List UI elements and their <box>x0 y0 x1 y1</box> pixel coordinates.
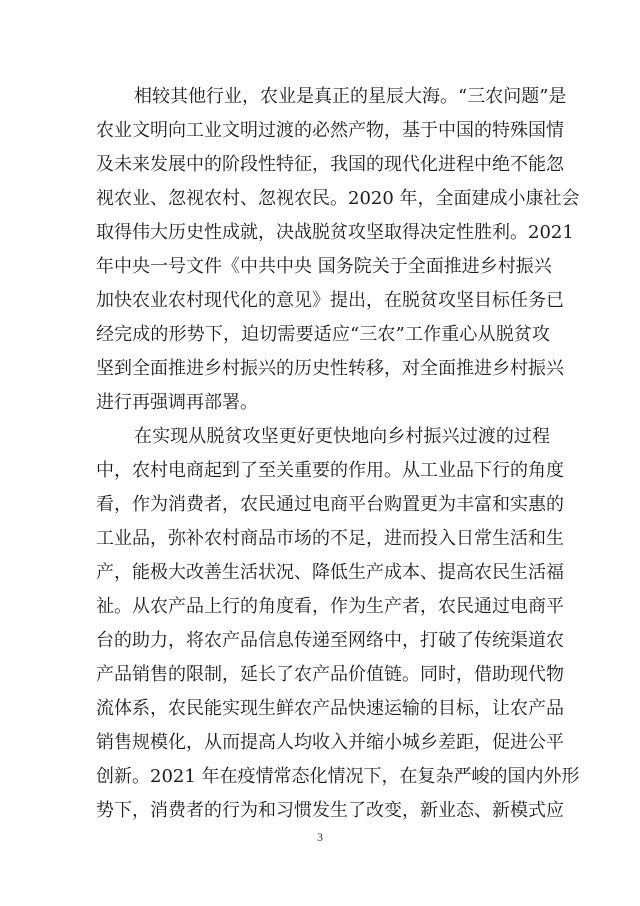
paragraph-line: 年中央一号文件《中共中央 国务院关于全面推进乡村振兴 <box>96 256 552 277</box>
paragraph-line: 农业文明向工业文明过渡的必然产物，基于中国的特殊国情 <box>96 120 564 141</box>
paragraph-line: 创新。2021 年在疫情常态化情况下，在复杂严峻的国内外形 <box>96 766 580 787</box>
paragraph-line: 工业品，弥补农村商品市场的不足，进而投入日常生活和生 <box>96 528 564 549</box>
paragraph-line: 进行再强调再部署。 <box>96 392 258 413</box>
paragraph-line: 销售规模化，从而提高人均收入并缩小城乡差距，促进公平 <box>96 732 564 753</box>
paragraph-line: 加快农业农村现代化的意见》提出，在脱贫攻坚目标任务已 <box>96 290 564 311</box>
paragraph-line: 产品销售的限制，延长了农产品价值链。同时，借助现代物 <box>96 664 564 685</box>
paragraph-line: 经完成的形势下，迫切需要适应“三农”工作重心从脱贫攻 <box>96 324 550 345</box>
paragraph-2 <box>96 420 580 828</box>
paragraph-line: 流体系，农民能实现生鲜农产品快速运输的目标，让农产品 <box>96 698 564 719</box>
paragraph-1 <box>96 80 580 420</box>
paragraph-line: 中，农村电商起到了至关重要的作用。从工业品下行的角度 <box>96 460 564 481</box>
paragraph-line: 相较其他行业，农业是真正的星辰大海。“三农问题”是 <box>134 86 567 107</box>
paragraph-line: 视农业、忽视农村、忽视农民。2020 年，全面建成小康社会 <box>96 188 580 209</box>
paragraph-line: 取得伟大历史性成就，决战脱贫攻坚取得决定性胜利。2021 <box>96 222 574 243</box>
paragraph-line: 势下，消费者的行为和习惯发生了改变，新业态、新模式应 <box>96 800 564 821</box>
page-number: 3 <box>317 830 323 844</box>
paragraph-line: 及未来发展中的阶段性特征，我国的现代化进程中绝不能忽 <box>96 154 564 175</box>
paragraph-line: 看，作为消费者，农民通过电商平台购置更为丰富和实惠的 <box>96 494 564 515</box>
paragraph-line: 台的助力，将农产品信息传递至网络中，打破了传统渠道农 <box>96 630 564 651</box>
paragraph-line: 坚到全面推进乡村振兴的历史性转移，对全面推进乡村振兴 <box>96 358 564 379</box>
paragraph-line: 在实现从脱贫攻坚更好更快地向乡村振兴过渡的过程 <box>134 426 550 447</box>
body-text <box>96 80 580 828</box>
paragraph-line: 产，能极大改善生活状况、降低生产成本、提高农民生活福 <box>96 562 564 583</box>
paragraph-line: 祉。从农产品上行的角度看，作为生产者，农民通过电商平 <box>96 596 564 617</box>
